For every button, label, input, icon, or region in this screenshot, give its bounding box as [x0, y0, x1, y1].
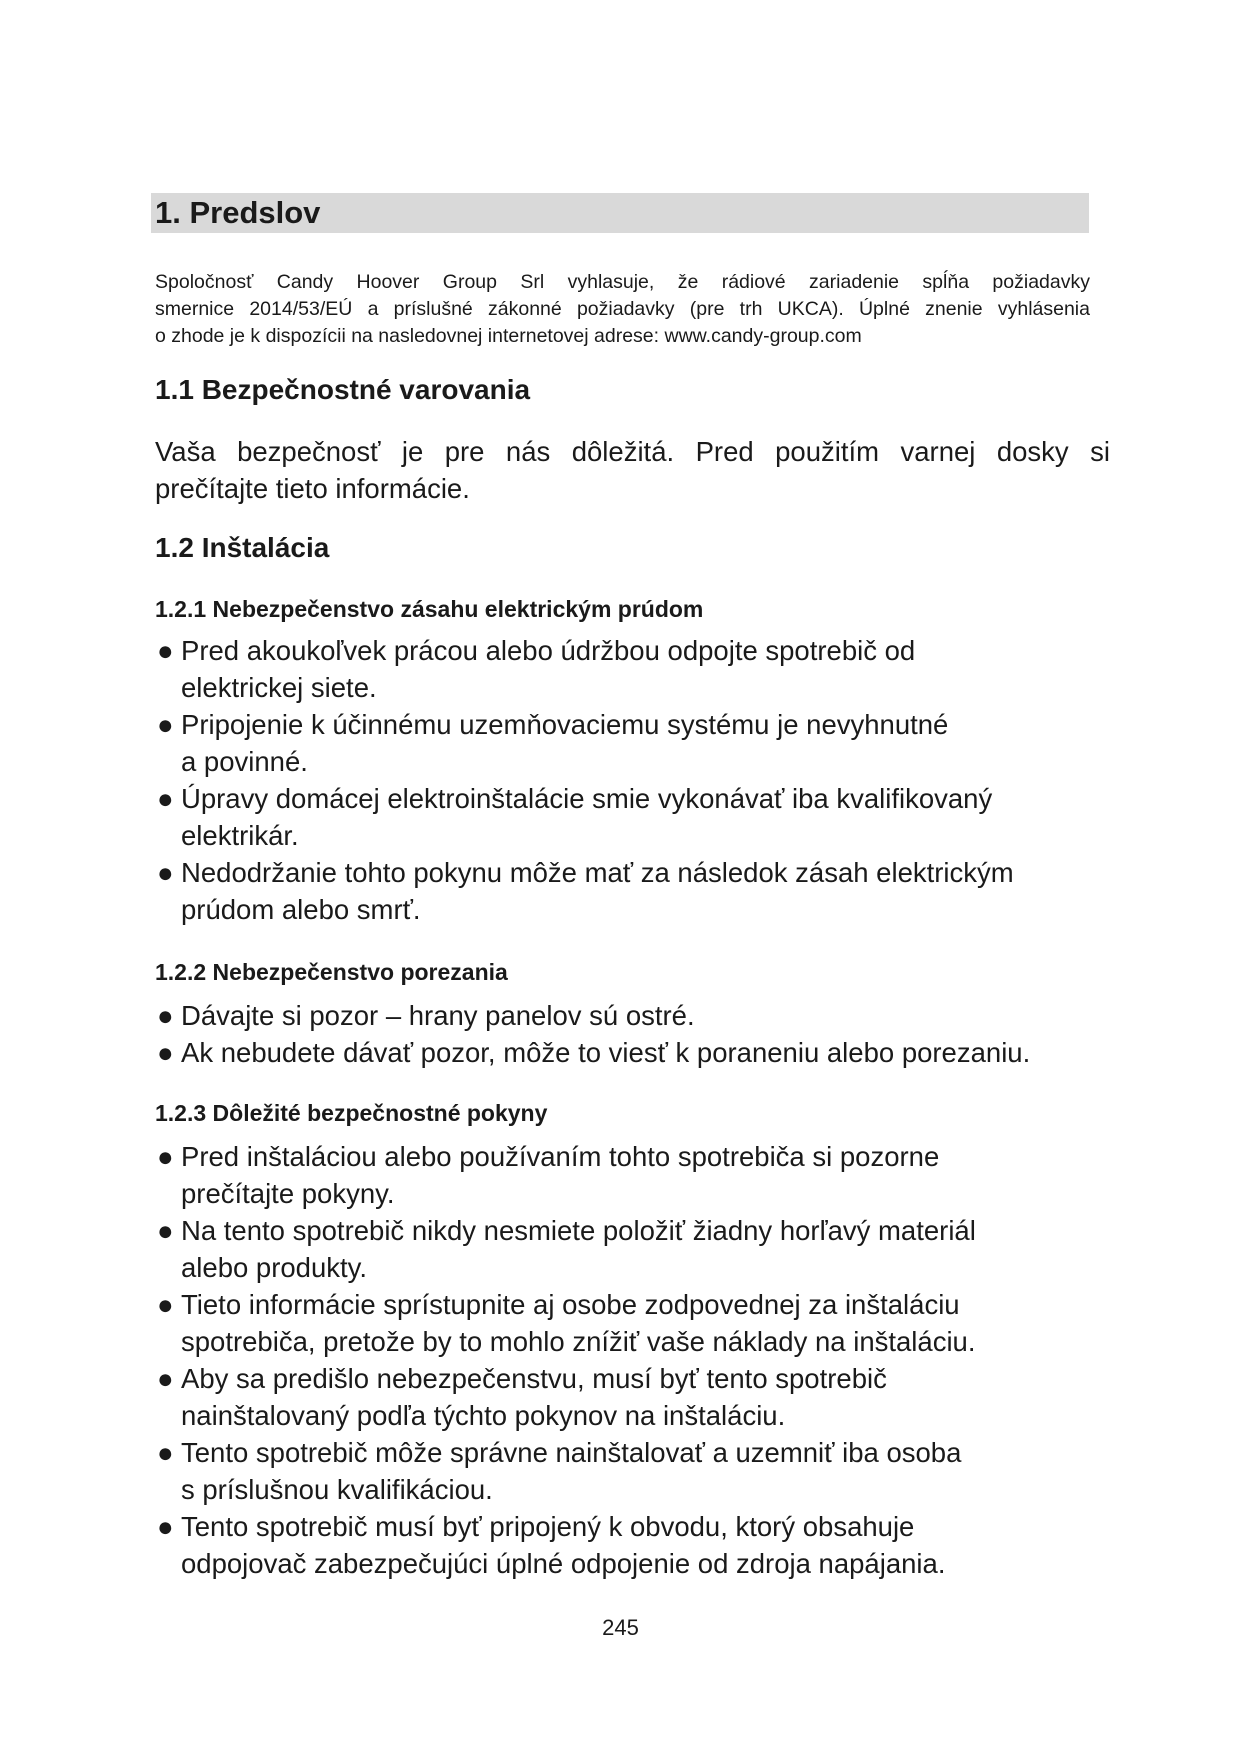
list-item: ● Aby sa predišlo nebezpečenstvu, musí byť tento spotrebič nainštalovaný podľa týchto pokynov na inštaláciu.	[155, 1360, 1115, 1434]
subsubsection-heading-electric-shock: 1.2.1 Nebezpečenstvo zásahu elektrickým prúdom	[155, 596, 704, 622]
list-item: ● Tento spotrebič musí byť pripojený k obvodu, ktorý obsahuje odpojovač zabezpečujúci úplné odpojenie od zdroja napájania.	[155, 1508, 1115, 1582]
list-item: ● Pred inštaláciou alebo používaním tohto spotrebiča si pozorne prečítajte pokyny.	[155, 1138, 1115, 1212]
bullet-icon: ●	[157, 1141, 174, 1172]
subsection-heading-installation: 1.2 Inštalácia	[155, 532, 330, 563]
bullet-icon: ●	[157, 635, 174, 666]
intro-line: Spoločnosť Candy Hoover Group Srl vyhlasuje, že rádiové zariadenie spĺňa požiadavky	[155, 271, 1090, 293]
list-item: ● Nedodržanie tohto pokynu môže mať za následok zásah elektrickým prúdom alebo smrť.	[155, 854, 1115, 928]
electric-shock-list	[155, 632, 1115, 928]
list-item: ● Ak nebudete dávať pozor, môže to viesť k poraneniu alebo porezaniu.	[155, 1034, 1115, 1071]
subsubsection-heading-cut-hazard: 1.2.2 Nebezpečenstvo porezania	[155, 959, 508, 985]
list-item: ● Dávajte si pozor – hrany panelov sú ostré.	[155, 997, 1115, 1034]
intro-line: o zhode je k dispozícii na nasledovnej internetovej adrese: www.candy-group.com	[155, 325, 862, 347]
subsection-heading-safety-warnings: 1.1 Bezpečnostné varovania	[155, 374, 531, 405]
list-item: ● Pripojenie k účinnému uzemňovaciemu systému je nevyhnutné a povinné.	[155, 706, 1115, 780]
intro-paragraph	[155, 269, 1090, 350]
list-item: ● Tieto informácie sprístupnite aj osobe zodpovednej za inštaláciu spotrebiča, pretože by to mohlo znížiť vaše náklady na inštaláciu.	[155, 1286, 1115, 1360]
safety-line: Vaša bezpečnosť je pre nás dôležitá. Pred použitím varnej dosky si	[155, 436, 1110, 467]
list-item: ● Úpravy domácej elektroinštalácie smie vykonávať iba kvalifikovaný elektrikár.	[155, 780, 1115, 854]
intro-line: smernice 2014/53/EÚ a príslušné zákonné požiadavky (pre trh UKCA). Úplné znenie vyhlásenia	[155, 298, 1090, 320]
bullet-icon: ●	[157, 1437, 174, 1468]
list-item: ● Na tento spotrebič nikdy nesmiete položiť žiadny horľavý materiál alebo produkty.	[155, 1212, 1115, 1286]
safety-paragraph	[155, 433, 1110, 507]
safety-line: prečítajte tieto informácie.	[155, 473, 470, 504]
bullet-icon: ●	[157, 1511, 174, 1542]
bullet-icon: ●	[157, 1215, 174, 1246]
bullet-icon: ●	[157, 857, 174, 888]
bullet-icon: ●	[157, 1037, 174, 1068]
bullet-icon: ●	[157, 783, 174, 814]
section-heading-predslov: 1. Predslov	[151, 193, 1089, 233]
important-instructions-list	[155, 1138, 1115, 1582]
bullet-icon: ●	[157, 709, 174, 740]
list-item: ● Tento spotrebič môže správne nainštalovať a uzemniť iba osoba s príslušnou kvalifikáciou.	[155, 1434, 1115, 1508]
cut-hazard-list	[155, 997, 1115, 1071]
bullet-icon: ●	[157, 1000, 174, 1031]
bullet-icon: ●	[157, 1363, 174, 1394]
bullet-icon: ●	[157, 1289, 174, 1320]
subsubsection-heading-important-instructions: 1.2.3 Dôležité bezpečnostné pokyny	[155, 1100, 548, 1126]
list-item: ● Pred akoukoľvek prácou alebo údržbou odpojte spotrebič od elektrickej siete.	[155, 632, 1115, 706]
page-number: 245	[602, 1615, 639, 1640]
